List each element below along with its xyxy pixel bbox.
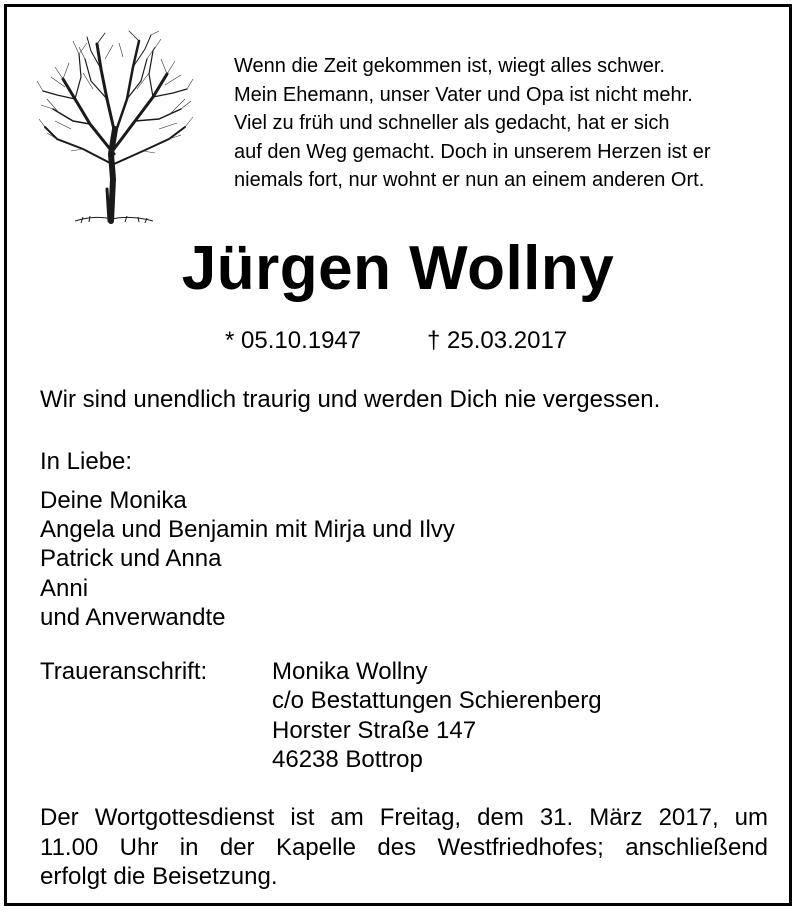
family-member: Deine Monika [40,487,187,514]
mourning-address [272,657,602,774]
obituary-notice [4,4,792,906]
poem [234,52,774,195]
deceased-name: Jürgen Wollny [181,234,615,303]
family-member: Anni [40,574,89,602]
family-member: und Anverwandte [40,603,226,631]
poem-line: Mein Ehemann, unser Vater und Opa ist nicht mehr. [234,83,693,106]
family-member: Angela und Benjamin mit Mirja und Ilvy [40,516,455,544]
family-list [40,486,455,632]
tree-illustration [35,29,195,229]
service-line: Der Wortgottesdienst ist am Freitag, dem 31. März 2017, um [40,804,768,831]
mourning-sentence: Wir sind unendlich traurig und werden Dich nie vergessen. [40,386,661,413]
address-label: Traueranschrift: [40,658,208,685]
in-love-heading: In Liebe: [40,448,133,475]
address-line: 46238 Bottrop [272,745,423,773]
birth-date: * 05.10.1947 [225,327,362,354]
death-date: † 25.03.2017 [427,327,568,354]
family-member: Patrick und Anna [40,545,222,573]
service-line: 11.00 Uhr in der Kapelle des Westfriedhofes; anschließend [40,833,768,861]
address-line: Monika Wollny [272,658,428,685]
address-line: c/o Bestattungen Schierenberg [272,687,602,715]
address-line: Horster Straße 147 [272,716,477,744]
service-announcement [40,803,768,892]
poem-line: Wenn die Zeit gekommen ist, wiegt alles schwer. [234,55,665,77]
poem-line: Viel zu früh und schneller als gedacht, hat er sich [234,112,670,134]
poem-line: niemals fort, nur wohnt er nun an einem anderen Ort. [234,169,705,191]
service-line: erfolgt die Beisetzung. [40,863,278,890]
poem-line: auf den Weg gemacht. Doch in unserem Herzen ist er [234,140,711,163]
